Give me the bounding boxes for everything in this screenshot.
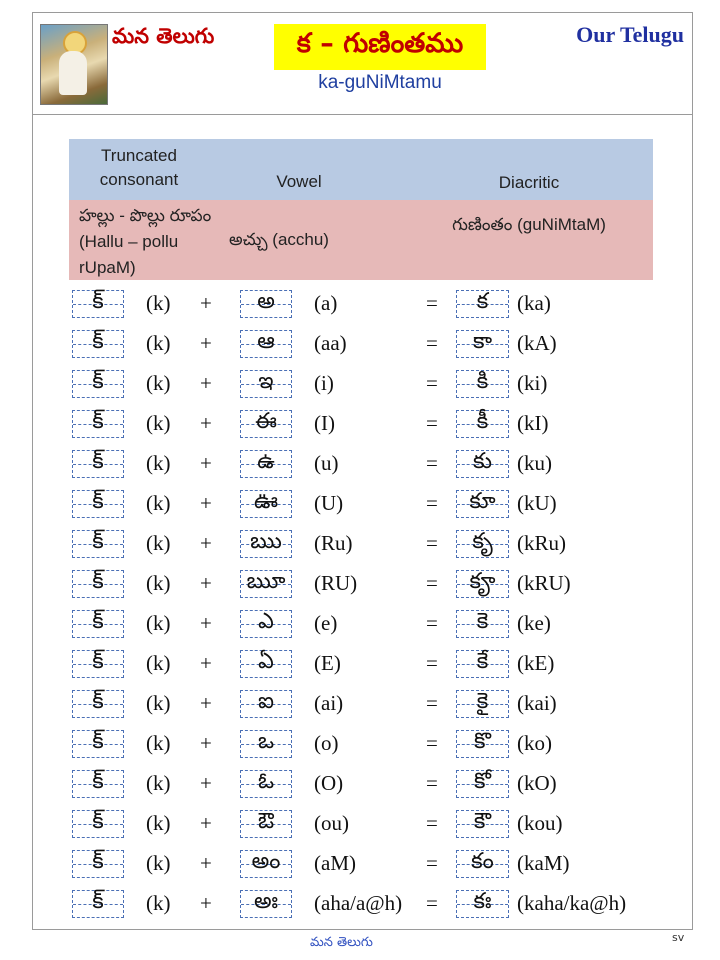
result-transliteration: (ka) <box>517 291 551 315</box>
consonant-glyph <box>72 290 124 318</box>
vowel-transliteration: (RU) <box>314 571 358 595</box>
equals-sign: = <box>426 571 438 595</box>
table-row <box>0 802 720 842</box>
vowel-glyph-text: ఓ <box>257 769 275 794</box>
result-glyph <box>456 370 509 398</box>
consonant-glyph-text: క్ <box>92 729 104 754</box>
result-transliteration: (kI) <box>517 411 549 435</box>
vowel-glyph-text: ఏ <box>258 649 274 674</box>
consonant-glyph <box>72 410 124 438</box>
plus-sign: + <box>200 411 212 435</box>
result-glyph-text: కః <box>473 889 492 914</box>
result-transliteration: (kai) <box>517 691 557 715</box>
consonant-glyph <box>72 530 124 558</box>
plus-sign: + <box>200 851 212 875</box>
consonant-glyph-text: క్ <box>92 489 104 514</box>
consonant-glyph-text: క్ <box>92 769 104 794</box>
vowel-glyph <box>240 650 292 678</box>
consonant-transliteration: (k) <box>146 611 171 635</box>
table-row <box>0 842 720 882</box>
vowel-transliteration: (Ru) <box>314 531 353 555</box>
vowel-transliteration: (ou) <box>314 811 349 835</box>
vowel-glyph-text: ఎ <box>258 609 274 634</box>
header-diacritic: Diacritic <box>498 173 560 192</box>
page-subtitle: ka-guNiMtamu <box>318 72 442 93</box>
consonant-glyph <box>72 730 124 758</box>
vowel-glyph <box>240 610 292 638</box>
result-transliteration: (ke) <box>517 611 551 635</box>
vowel-glyph-text: ఒ <box>257 729 275 754</box>
equals-sign: = <box>426 451 438 475</box>
result-glyph-text: కౄ <box>469 569 496 594</box>
table-row <box>0 522 720 562</box>
table-row <box>0 402 720 442</box>
result-glyph-text: కా <box>472 329 493 354</box>
vowel-glyph-text: ఔ <box>257 809 275 834</box>
header-guninitam: గుణింతం (guNiMtaM) <box>452 215 606 234</box>
vowel-glyph-text: ఋ <box>250 529 282 554</box>
equals-sign: = <box>426 811 438 835</box>
plus-sign: + <box>200 451 212 475</box>
consonant-glyph <box>72 610 124 638</box>
table-row <box>0 482 720 522</box>
consonant-transliteration: (k) <box>146 891 171 915</box>
vowel-glyph <box>240 890 292 918</box>
vowel-transliteration: (i) <box>314 371 334 395</box>
result-glyph <box>456 890 509 918</box>
table-row <box>0 562 720 602</box>
result-glyph <box>456 730 509 758</box>
result-glyph <box>456 490 509 518</box>
result-glyph <box>456 530 509 558</box>
consonant-glyph <box>72 890 124 918</box>
result-transliteration: (ko) <box>517 731 552 755</box>
consonant-transliteration: (k) <box>146 571 171 595</box>
consonant-glyph-text: క్ <box>92 849 104 874</box>
consonant-transliteration: (k) <box>146 491 171 515</box>
plus-sign: + <box>200 771 212 795</box>
consonant-glyph <box>72 490 124 518</box>
vowel-glyph-text: ఇ <box>258 369 274 394</box>
consonant-glyph-text: క్ <box>92 609 104 634</box>
vowel-transliteration: (e) <box>314 611 338 635</box>
plus-sign: + <box>200 651 212 675</box>
vowel-glyph-text: ఐ <box>258 689 274 714</box>
equals-sign: = <box>426 371 438 395</box>
consonant-glyph <box>72 330 124 358</box>
vowel-glyph <box>240 850 292 878</box>
result-glyph-text: కృ <box>472 529 493 554</box>
consonant-glyph-text: క్ <box>92 809 104 834</box>
vowel-glyph <box>240 410 292 438</box>
table-row <box>0 362 720 402</box>
vowel-glyph-text: అః <box>253 889 279 914</box>
equals-sign: = <box>426 771 438 795</box>
result-glyph <box>456 450 509 478</box>
result-transliteration: (ku) <box>517 451 552 475</box>
consonant-glyph-text: క్ <box>92 449 104 474</box>
header-hallu-pollu: హల్లు - పొల్లు రూపం (Hallu – pollu rUpaM) <box>79 206 212 277</box>
consonant-glyph <box>72 570 124 598</box>
consonant-glyph <box>72 690 124 718</box>
page-title: క – గుణింతము <box>274 24 486 70</box>
result-glyph-text: కో <box>474 769 491 794</box>
vowel-transliteration: (aM) <box>314 851 356 875</box>
equals-sign: = <box>426 331 438 355</box>
table-row <box>0 762 720 802</box>
consonant-transliteration: (k) <box>146 411 171 435</box>
result-glyph-text: కూ <box>469 489 496 514</box>
result-glyph <box>456 770 509 798</box>
consonant-glyph-text: క్ <box>92 329 104 354</box>
consonant-glyph-text: క్ <box>92 529 104 554</box>
consonant-transliteration: (k) <box>146 771 171 795</box>
result-glyph-text: క <box>476 289 489 314</box>
consonant-transliteration: (k) <box>146 691 171 715</box>
consonant-glyph-text: క్ <box>92 289 104 314</box>
equals-sign: = <box>426 611 438 635</box>
result-glyph <box>456 570 509 598</box>
vowel-transliteration: (u) <box>314 451 339 475</box>
result-glyph <box>456 850 509 878</box>
result-glyph-text: కీ <box>476 409 489 434</box>
vowel-glyph <box>240 730 292 758</box>
vowel-transliteration: (E) <box>314 651 341 675</box>
vowel-glyph <box>240 810 292 838</box>
saraswati-logo-image <box>40 24 108 105</box>
plus-sign: + <box>200 531 212 555</box>
consonant-glyph-text: క్ <box>92 409 104 434</box>
result-glyph <box>456 290 509 318</box>
vowel-glyph-text: ఈ <box>255 409 277 434</box>
result-glyph-text: కొ <box>474 729 491 754</box>
result-glyph-text: కు <box>472 449 493 474</box>
plus-sign: + <box>200 691 212 715</box>
equals-sign: = <box>426 651 438 675</box>
consonant-glyph <box>72 370 124 398</box>
vowel-glyph <box>240 330 292 358</box>
site-name: మన తెలుగు <box>112 24 215 48</box>
plus-sign: + <box>200 891 212 915</box>
table-row <box>0 602 720 642</box>
result-glyph-text: కం <box>471 849 494 874</box>
consonant-glyph-text: క్ <box>92 689 104 714</box>
consonant-glyph-text: క్ <box>92 889 104 914</box>
vowel-glyph-text: ఊ <box>253 489 279 514</box>
consonant-transliteration: (k) <box>146 731 171 755</box>
vowel-glyph <box>240 770 292 798</box>
result-glyph <box>456 690 509 718</box>
plus-sign: + <box>200 371 212 395</box>
result-transliteration: (kaM) <box>517 851 570 875</box>
vowel-transliteration: (a) <box>314 291 338 315</box>
plus-sign: + <box>200 491 212 515</box>
result-transliteration: (kRU) <box>517 571 571 595</box>
vowel-glyph <box>240 690 292 718</box>
plus-sign: + <box>200 331 212 355</box>
table-row <box>0 642 720 682</box>
equals-sign: = <box>426 491 438 515</box>
header-divider <box>32 114 693 115</box>
result-glyph-text: కై <box>476 689 489 714</box>
consonant-glyph <box>72 810 124 838</box>
equals-sign: = <box>426 851 438 875</box>
consonant-glyph-text: క్ <box>92 569 104 594</box>
vowel-transliteration: (aha/a@h) <box>314 891 403 915</box>
consonant-transliteration: (k) <box>146 451 171 475</box>
vowel-glyph-text: అ <box>257 289 275 314</box>
header-acchu: అచ్చు (acchu) <box>229 230 329 249</box>
table-row <box>0 282 720 322</box>
equals-sign: = <box>426 731 438 755</box>
result-glyph <box>456 330 509 358</box>
vowel-glyph <box>240 490 292 518</box>
consonant-transliteration: (k) <box>146 811 171 835</box>
equals-sign: = <box>426 691 438 715</box>
equals-sign: = <box>426 411 438 435</box>
consonant-glyph <box>72 650 124 678</box>
vowel-glyph-text: ఉ <box>257 449 275 474</box>
table-row <box>0 682 720 722</box>
consonant-glyph <box>72 450 124 478</box>
equals-sign: = <box>426 531 438 555</box>
consonant-transliteration: (k) <box>146 291 171 315</box>
plus-sign: + <box>200 811 212 835</box>
table-header-english <box>69 139 653 200</box>
header-vowel: Vowel <box>276 172 322 191</box>
consonant-transliteration: (k) <box>146 531 171 555</box>
consonant-transliteration: (k) <box>146 371 171 395</box>
gunintam-table <box>0 282 720 922</box>
vowel-transliteration: (I) <box>314 411 335 435</box>
vowel-glyph <box>240 450 292 478</box>
vowel-glyph-text: అం <box>251 849 281 874</box>
vowel-transliteration: (U) <box>314 491 344 515</box>
result-transliteration: (kou) <box>517 811 563 835</box>
consonant-transliteration: (k) <box>146 331 171 355</box>
result-transliteration: (kU) <box>517 491 557 515</box>
table-row <box>0 722 720 762</box>
vowel-glyph <box>240 290 292 318</box>
vowel-glyph-text: ఆ <box>257 329 275 354</box>
vowel-glyph <box>240 530 292 558</box>
result-glyph-text: కి <box>476 369 489 394</box>
vowel-glyph-text: ౠ <box>246 569 286 594</box>
result-transliteration: (kO) <box>517 771 557 795</box>
vowel-transliteration: (ai) <box>314 691 344 715</box>
result-glyph <box>456 610 509 638</box>
plus-sign: + <box>200 291 212 315</box>
consonant-transliteration: (k) <box>146 851 171 875</box>
footer-site-name: మన తెలుగు <box>310 935 373 950</box>
consonant-glyph <box>72 770 124 798</box>
header-truncated-consonant: Truncated consonant <box>99 146 179 189</box>
result-glyph <box>456 650 509 678</box>
table-row <box>0 442 720 482</box>
plus-sign: + <box>200 611 212 635</box>
vowel-transliteration: (O) <box>314 771 344 795</box>
vowel-glyph <box>240 370 292 398</box>
plus-sign: + <box>200 731 212 755</box>
table-row <box>0 882 720 922</box>
result-glyph-text: కే <box>476 649 489 674</box>
brand-name: Our Telugu <box>576 22 684 47</box>
result-transliteration: (kE) <box>517 651 555 675</box>
consonant-glyph <box>72 850 124 878</box>
logo-figure <box>59 51 87 95</box>
plus-sign: + <box>200 571 212 595</box>
consonant-transliteration: (k) <box>146 651 171 675</box>
result-transliteration: (kaha/ka@h) <box>517 891 627 915</box>
result-glyph-text: కె <box>476 609 489 634</box>
result-transliteration: (kA) <box>517 331 557 355</box>
result-transliteration: (ki) <box>517 371 548 395</box>
result-glyph <box>456 410 509 438</box>
footer-initials: sv <box>672 931 685 944</box>
result-transliteration: (kRu) <box>517 531 566 555</box>
table-row <box>0 322 720 362</box>
result-glyph <box>456 810 509 838</box>
consonant-glyph-text: క్ <box>92 649 104 674</box>
consonant-glyph-text: క్ <box>92 369 104 394</box>
vowel-transliteration: (aa) <box>314 331 347 355</box>
result-glyph-text: కౌ <box>473 809 492 834</box>
equals-sign: = <box>426 291 438 315</box>
equals-sign: = <box>426 891 438 915</box>
vowel-glyph <box>240 570 292 598</box>
table-header-telugu <box>69 200 653 280</box>
vowel-transliteration: (o) <box>314 731 339 755</box>
